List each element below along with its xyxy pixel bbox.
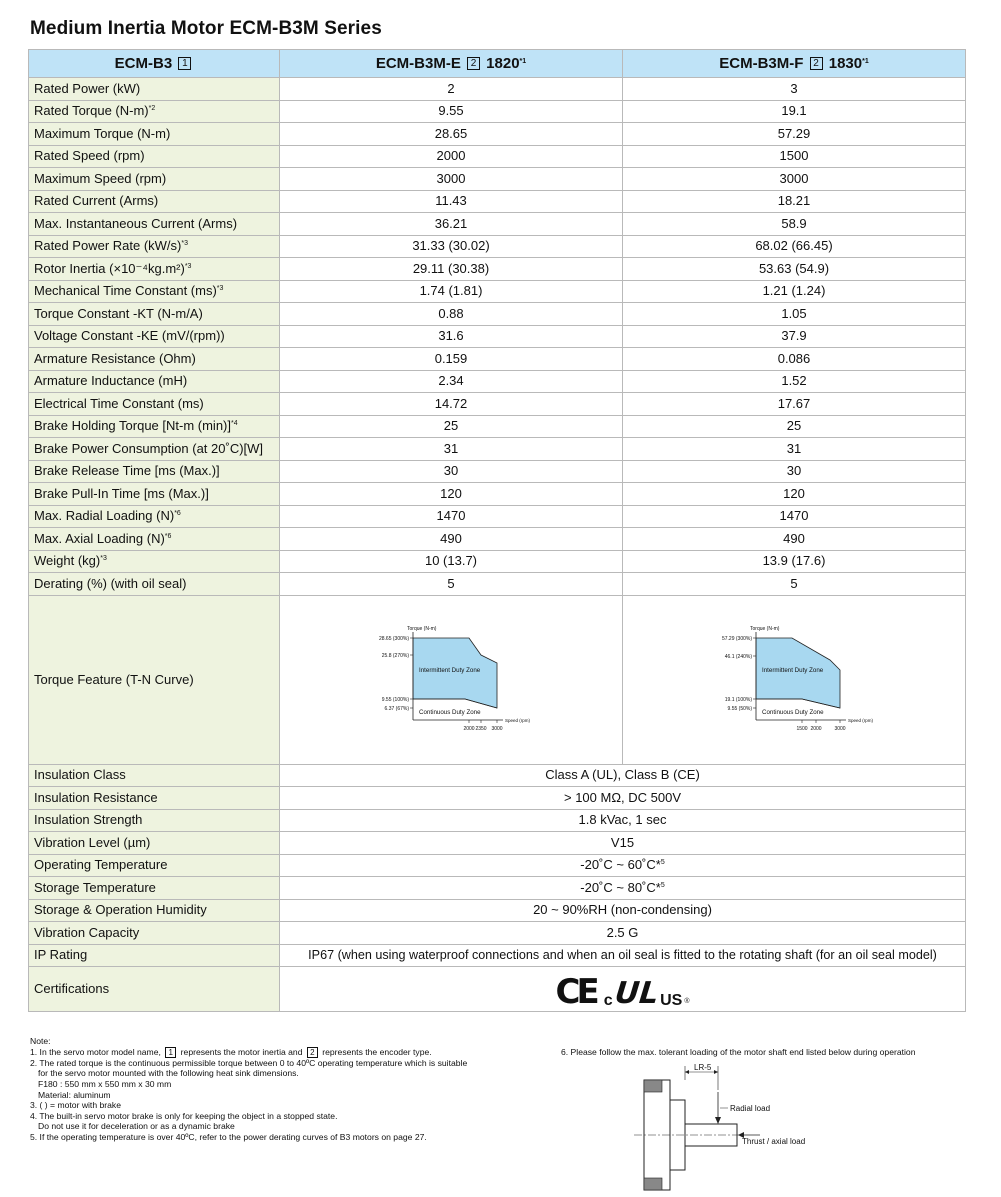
- y-tick-label: 46.1 (240%): [724, 653, 752, 660]
- row-label: Max. Instantaneous Current (Arms): [29, 213, 280, 236]
- row-label: Certifications: [29, 967, 280, 1012]
- radial-arrow-head: [715, 1117, 721, 1124]
- value-e: 2.34: [280, 370, 623, 393]
- row-label: Rated Power (kW): [29, 78, 280, 101]
- table-row: [29, 280, 966, 303]
- table-row: [29, 370, 966, 393]
- table-row: [29, 505, 966, 528]
- y-tick-label: 9.55 (100%): [381, 696, 409, 703]
- notes-block: [30, 1036, 550, 1143]
- certification-logos: [280, 967, 966, 1012]
- x-tick-label: 1500: [796, 725, 808, 732]
- value-f: 13.9 (17.6): [623, 550, 966, 573]
- row-label: Torque Constant -KT (N-m/A): [29, 303, 280, 326]
- value-e: 3000: [280, 168, 623, 191]
- table-row: [29, 832, 966, 855]
- value-f: 57.29: [623, 123, 966, 146]
- common-value: 1.8 kVac, 1 sec: [280, 809, 966, 832]
- table-row: [29, 78, 966, 101]
- ul-registered-mark: ®: [684, 998, 690, 1005]
- ul-c-mark: c: [603, 992, 613, 1009]
- note-2c: F180 : 550 mm x 550 mm x 30 mm: [38, 1079, 172, 1090]
- table-row: [29, 325, 966, 348]
- tn-curve-chart: [351, 620, 551, 740]
- value-e: 1.74 (1.81): [280, 280, 623, 303]
- common-value: 2.5 G: [280, 922, 966, 945]
- table-row: [29, 415, 966, 438]
- value-e: 10 (13.7): [280, 550, 623, 573]
- table-row: [29, 123, 966, 146]
- table-row-curve: [29, 595, 966, 764]
- motor-flange-bottom-block: [644, 1178, 662, 1190]
- value-e: 28.65: [280, 123, 623, 146]
- row-label: Max. Radial Loading $(N)^{*6}$: [29, 505, 280, 528]
- value-e: 0.159: [280, 348, 623, 371]
- value-f: 3000: [623, 168, 966, 191]
- row-label: Storage & Operation Humidity: [29, 899, 280, 922]
- common-value: -20˚C ~ 60˚C*$^5$: [280, 854, 966, 877]
- value-f: 25: [623, 415, 966, 438]
- row-label: Rated Torque $(N-m)^{*2}$: [29, 100, 280, 123]
- row-label: Storage Temperature: [29, 877, 280, 900]
- value-e: 120: [280, 483, 623, 506]
- row-label: Mechanical Time Constant (ms)$^{*3}$: [29, 280, 280, 303]
- lr-arrow-left: [685, 1070, 689, 1074]
- common-value: IP67 (when using waterproof connections and when an oil seal is fitted to the rotating shaft (for an oil seal model): [280, 944, 966, 967]
- notes-heading: Note:: [30, 1036, 51, 1046]
- value-f: 19.1: [623, 100, 966, 123]
- x-axis-title: Speed (rpm): [505, 717, 531, 723]
- value-f: 1.21 (1.24): [623, 280, 966, 303]
- continuous-zone-label: Continuous Duty Zone: [419, 708, 481, 716]
- value-f: 68.02 (66.45): [623, 235, 966, 258]
- y-tick-label: 25.8 (270%): [381, 652, 409, 659]
- header-model-col: ECM-B3 1: [29, 50, 280, 78]
- row-label: Brake Release Time [ms (Max.)]: [29, 460, 280, 483]
- table-row: [29, 258, 966, 281]
- y-tick-label: 28.65 (300%): [378, 635, 409, 642]
- tn-curve-e: [280, 595, 623, 764]
- value-e: 490: [280, 528, 623, 551]
- table-row: [29, 809, 966, 832]
- value-f: 1.05: [623, 303, 966, 326]
- ul-us-mark: US: [660, 992, 683, 1009]
- x-axis-title: Speed (rpm): [848, 717, 874, 723]
- motor-flange-top-block: [644, 1080, 662, 1092]
- header-model-e: ECM-B3M-E 2 1820$^{*1}$: [280, 50, 623, 78]
- value-f: 58.9: [623, 213, 966, 236]
- note-3: 3. ( ) = motor with brake: [30, 1100, 121, 1111]
- table-row: [29, 213, 966, 236]
- value-f: 1470: [623, 505, 966, 528]
- value-f: 53.63 (54.9): [623, 258, 966, 281]
- note-5: 5. If the operating temperature is over 40ºC, refer to the power derating curves of B3 motors on page 27.: [30, 1131, 427, 1142]
- intermittent-zone-label: Intermittent Duty Zone: [419, 666, 481, 674]
- table-header-row: [29, 50, 966, 78]
- note-2: 2. The rated torque is the continuous permissible torque between 0 to 40ºC operating temperature which is suitable: [30, 1057, 468, 1068]
- note-box-1: 1: [165, 1047, 176, 1058]
- page-title: Medium Inertia Motor ECM-B3M Series: [30, 18, 382, 39]
- value-f: 120: [623, 483, 966, 506]
- row-label: Max. Axial Loading $(N)^{*6}$: [29, 528, 280, 551]
- row-label: Maximum Torque (N-m): [29, 123, 280, 146]
- table-row: [29, 764, 966, 787]
- encoder-box-1: 1: [178, 57, 191, 70]
- x-tick-label: 3000: [834, 725, 846, 732]
- common-value: -20˚C ~ 80˚C*$^5$: [280, 877, 966, 900]
- common-value: V15: [280, 832, 966, 855]
- note-1: 1. In the servo motor model name, 1 represents the motor inertia and 2 represents the encoder type.: [30, 1046, 432, 1057]
- tn-curve-f: [623, 595, 966, 764]
- value-e: 2: [280, 78, 623, 101]
- table-row: [29, 190, 966, 213]
- row-label: Operating Temperature: [29, 854, 280, 877]
- row-label: Insulation Class: [29, 764, 280, 787]
- row-label: Derating (%) (with oil seal): [29, 573, 280, 596]
- y-tick-label: 57.29 (300%): [721, 635, 752, 642]
- value-e: 31: [280, 438, 623, 461]
- value-f: 18.21: [623, 190, 966, 213]
- row-label: Vibration Capacity: [29, 922, 280, 945]
- spec-table: [28, 49, 966, 1012]
- common-value: 20 ~ 90%RH (non-condensing): [280, 899, 966, 922]
- value-e: 11.43: [280, 190, 623, 213]
- table-row: [29, 348, 966, 371]
- table-row: [29, 899, 966, 922]
- table-row: [29, 438, 966, 461]
- axial-load-label: Thrust / axial load: [742, 1137, 806, 1146]
- row-label: Brake Power Consumption (at 20˚C)[W]: [29, 438, 280, 461]
- value-f: 17.67: [623, 393, 966, 416]
- x-tick-label: 2350: [475, 725, 487, 732]
- header-model-f: ECM-B3M-F 2 1830$^{*1}$: [623, 50, 966, 78]
- value-f: 0.086: [623, 348, 966, 371]
- value-e: 31.6: [280, 325, 623, 348]
- note-2b: for the servo motor mounted with the following heat sink dimensions.: [38, 1068, 299, 1079]
- value-f: 1500: [623, 145, 966, 168]
- radial-load-label: Radial load: [730, 1104, 771, 1113]
- row-label: Vibration Level (µm): [29, 832, 280, 855]
- lr-label: LR-5: [694, 1063, 712, 1072]
- row-label: Insulation Resistance: [29, 787, 280, 810]
- continuous-zone-label: Continuous Duty Zone: [762, 708, 824, 716]
- row-label: Brake Holding Torque [Nt-m (min)]$^{*4}$: [29, 415, 280, 438]
- row-label: Weight (kg)$^{*3}$: [29, 550, 280, 573]
- value-e: 14.72: [280, 393, 623, 416]
- value-f: 30: [623, 460, 966, 483]
- table-row: [29, 854, 966, 877]
- value-e: 36.21: [280, 213, 623, 236]
- note-4: 4. The built-in servo motor brake is only for keeping the object in a stopped state.: [30, 1110, 338, 1121]
- table-row: [29, 483, 966, 506]
- table-row: [29, 100, 966, 123]
- value-f: 31: [623, 438, 966, 461]
- value-f: 5: [623, 573, 966, 596]
- table-row: [29, 393, 966, 416]
- row-label: Electrical Time Constant (ms): [29, 393, 280, 416]
- table-row: [29, 550, 966, 573]
- y-axis-title: Torque (N-m): [407, 625, 437, 632]
- y-tick-label: 6.37 (67%): [384, 705, 409, 712]
- table-row: [29, 944, 966, 967]
- value-e: 5: [280, 573, 623, 596]
- row-label: Rated Current (Arms): [29, 190, 280, 213]
- note-box-2: 2: [307, 1047, 318, 1058]
- row-label: Brake Pull-In Time [ms (Max.)]: [29, 483, 280, 506]
- ul-mark-icon: UL: [612, 976, 660, 1011]
- y-tick-label: 19.1 (100%): [724, 696, 752, 703]
- value-e: 30: [280, 460, 623, 483]
- ce-mark-icon: CE: [555, 972, 596, 1012]
- row-label: Armature Resistance (Ohm): [29, 348, 280, 371]
- common-value: Class A (UL), Class B (CE): [280, 764, 966, 787]
- encoder-box-2: 2: [467, 57, 480, 70]
- table-row: [29, 922, 966, 945]
- row-label: Armature Inductance (mH): [29, 370, 280, 393]
- value-e: 0.88: [280, 303, 623, 326]
- row-label: Insulation Strength: [29, 809, 280, 832]
- row-label: IP Rating: [29, 944, 280, 967]
- row-label: Maximum Speed (rpm): [29, 168, 280, 191]
- table-row: [29, 877, 966, 900]
- note-6: 6. Please follow the max. tolerant loading of the motor shaft end listed below during operation: [561, 1047, 916, 1057]
- value-e: 25: [280, 415, 623, 438]
- lr-arrow-right: [714, 1070, 718, 1074]
- encoder-box-2: 2: [810, 57, 823, 70]
- value-e: 9.55: [280, 100, 623, 123]
- row-label: Rotor Inertia $(\times 10^{-4}kg.m^2)^{*3}$: [29, 258, 280, 281]
- table-row: [29, 460, 966, 483]
- value-f: 3: [623, 78, 966, 101]
- value-e: 2000: [280, 145, 623, 168]
- intermittent-zone-label: Intermittent Duty Zone: [762, 666, 824, 674]
- y-axis-title: Torque (N-m): [750, 625, 780, 632]
- value-f: 37.9: [623, 325, 966, 348]
- table-row: [29, 145, 966, 168]
- row-label: Rated Power Rate $(kW/s)^{*3}$: [29, 235, 280, 258]
- shaft-load-diagram: [630, 1062, 830, 1192]
- value-f: 1.52: [623, 370, 966, 393]
- table-row: [29, 303, 966, 326]
- note-2d: Material: aluminum: [38, 1089, 111, 1100]
- table-row: [29, 168, 966, 191]
- row-label: Rated Speed (rpm): [29, 145, 280, 168]
- x-tick-label: 2000: [810, 725, 822, 732]
- table-row: [29, 528, 966, 551]
- table-row: [29, 235, 966, 258]
- row-label: Torque Feature (T-N Curve): [29, 595, 280, 764]
- tn-curve-chart: [694, 620, 894, 740]
- note-4b: Do not use it for deceleration or as a dynamic brake: [38, 1121, 235, 1132]
- x-tick-label: 2000: [463, 725, 475, 732]
- y-tick-label: 9.55 (50%): [727, 705, 752, 712]
- row-label: Voltage Constant -KE (mV/(rpm)): [29, 325, 280, 348]
- x-tick-label: 3000: [491, 725, 503, 732]
- table-row: [29, 787, 966, 810]
- table-row: [29, 573, 966, 596]
- table-row-certifications: [29, 967, 966, 1012]
- value-e: 29.11 (30.38): [280, 258, 623, 281]
- common-value: > 100 MΩ, DC 500V: [280, 787, 966, 810]
- value-e: 31.33 (30.02): [280, 235, 623, 258]
- value-e: 1470: [280, 505, 623, 528]
- value-f: 490: [623, 528, 966, 551]
